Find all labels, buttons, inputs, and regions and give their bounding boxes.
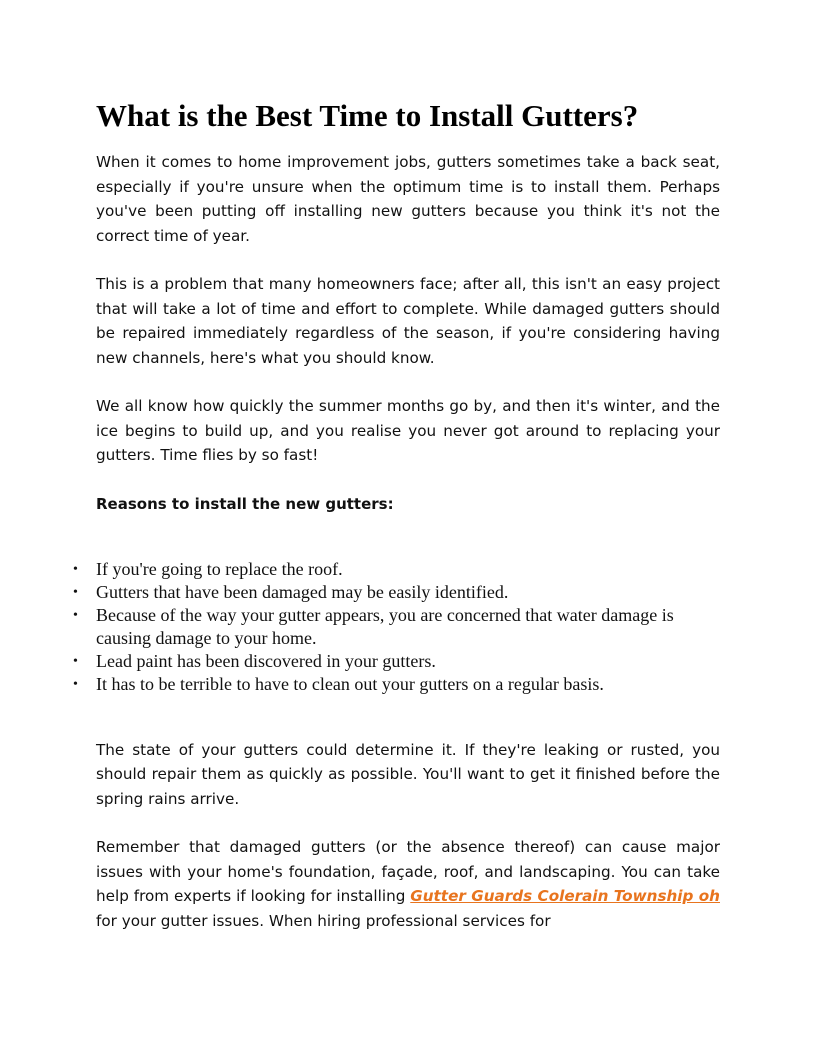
reasons-list <box>73 558 720 696</box>
page-title: What is the Best Time to Install Gutters? <box>96 98 639 133</box>
summer-paragraph: We all know how quickly the summer months go by, and then it's winter, and the ice begins to build up, and you realise you never got around to replacing your gutters. Time flies by so fast! <box>96 397 720 464</box>
reasons-heading: Reasons to install the new gutters: <box>96 494 394 513</box>
remember-paragraph <box>96 835 720 933</box>
list-item-text: If you're going to replace the roof. <box>96 558 343 579</box>
intro-paragraph: When it comes to home improvement jobs, gutters sometimes take a back seat, especially if you're unsure when the optimum time is to install them. Perhaps you've been putting off installing new gutters because you think it's not the correct time of year. <box>96 153 720 245</box>
list-item <box>73 604 720 650</box>
bullet-icon: • <box>73 561 78 577</box>
gutter-guards-link[interactable]: Gutter Guards Colerain Township oh <box>410 887 720 905</box>
list-item <box>73 673 720 696</box>
document-page <box>73 96 720 957</box>
bullet-icon: • <box>73 584 78 600</box>
state-paragraph: The state of your gutters could determine it. If they're leaking or rusted, you should repair them as quickly as possible. You'll want to get it finished before the spring rains arrive. <box>96 740 720 808</box>
bullet-icon: • <box>73 607 78 623</box>
bullet-icon: • <box>73 653 78 669</box>
list-item-text: It has to be terrible to have to clean out your gutters on a regular basis. <box>96 673 604 694</box>
problem-paragraph: This is a problem that many homeowners face; after all, this isn't an easy project that will take a lot of time and effort to complete. While damaged gutters should be repaired immediately regardless of the season, if you're considering having new channels, here's what you should know. <box>96 275 720 367</box>
list-item <box>73 581 720 604</box>
remember-text-continued: for your gutter issues. When hiring professional services for <box>96 911 551 930</box>
list-item-text: Because of the way your gutter appears, you are concerned that water damage is causing damage to your home. <box>96 604 674 648</box>
bullet-icon: • <box>73 676 78 692</box>
list-item-text: Lead paint has been discovered in your gutters. <box>96 650 436 671</box>
list-item <box>73 558 720 581</box>
list-item-text: Gutters that have been damaged may be easily identified. <box>96 581 509 602</box>
remember-text: Remember that damaged gutters (or the absence thereof) can cause major issues with your home's foundation, façade, roof, and landscaping. You can take help from experts if looking for installing <box>96 838 720 905</box>
list-item <box>73 650 720 673</box>
